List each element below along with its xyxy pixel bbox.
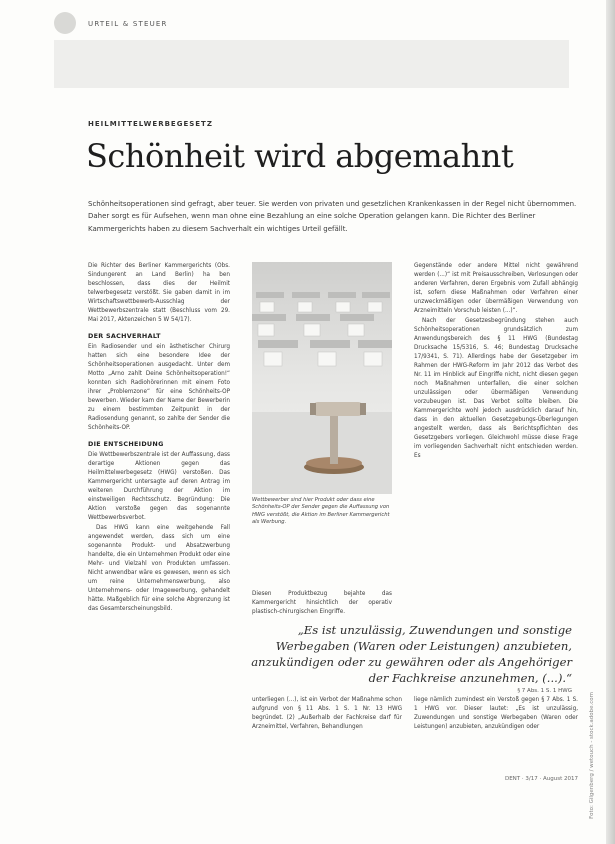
pull-quote: „Es ist unzulässig, Zuwendungen und sonstige Werbegaben (Waren oder Leistungen) anzubieten, anzukündigen oder zu gewähren oder als Angehöriger der Fachkreise anzunehmen, (...).“ — [251, 623, 572, 685]
column-4 — [252, 696, 402, 760]
page-footer: DENT · 3/17 · August 2017 — [504, 776, 578, 782]
gavel-image — [252, 262, 392, 494]
lead-paragraph: Schönheitsoperationen sind gefragt, aber teuer. Sie werden von privaten und gesetzlichen Krankenkassen in der Regel nicht übernommen. Daher sorgt es für Aufsehen, wenn man ohne eine Bezahlung an eine solche Operation gelangen kann. Die Richter des Berliner Kammergerichts haben zu diesem Sachverhalt ein wichtiges Urteil gefällt. — [88, 200, 577, 233]
article-title: Schönheit wird abgemahnt — [86, 137, 514, 175]
courtroom-photo — [252, 262, 392, 494]
col1-paragraph-1: Die Richter des Berliner Kammergerichts (Obs. Sindungerent an Land Berlin) ha ben beschlossen, dass dies der Heilmit telwerbegesetz verstößt. Sie gaben damit in im Wirtschaftswettbewerb-Ausschlag der Wettbewerbszentrale statt (Beschluss vom 29. Mai 2017, Aktenzeichen 5 W 54/17). — [88, 263, 230, 323]
article-kicker: HEILMITTELWERBEGESETZ — [88, 120, 213, 128]
col3-paragraph-1: Gegenstände oder andere Mittel nicht gewährend werden (...)“ ist mit Preisausschreiben, Verlosungen oder anderen Verfahren, deren Ergebnis vom Zufall abhängig ist, sofern diese Maßnahmen oder Verfahren einer unzweckmäßigen oder übermäßigen Verwendung von Arzneimitteln Vorschub leisten (...)“. — [414, 263, 578, 314]
pull-quote-source: § 7 Abs. 1 S. 1 HWG — [517, 688, 572, 694]
col1-paragraph-3: Die Wettbewerbszentrale ist der Auffassung, dass derartige Aktionen gegen das Heilmittelwerbegesetz (HWG) verstoßen. Das Kammergericht untersagte auf deren Antrag im weiteren Durchführung der Aktion im einstweiligen Rechtsschutz. Begründung: Die Aktion verstoße gegen das sogenannte Wettbewerbsverbot. — [88, 452, 230, 521]
heading-sachverhalt: DER SACHVERHALT — [88, 332, 161, 340]
col1-paragraph-2: Ein Radiosender und ein ästhetischer Chirurg hatten sich eine besondere Idee der Schönheitsoperationen ausgedacht. Unter dem Motto „Arno zahlt Deine Schönheitsoperation!“ konnten sich Radiohörerinnen mit einem Foto ihrer „Problemzone“ für eine Schönheits-OP bewerben. Wieder kam der Name der Bewerberin zu einem bestimmten Zeitpunkt in der Radiosendung genannt, so zahlte der Sender die Schönheits-OP. — [88, 344, 230, 431]
col3-paragraph-2: Nach der Gesetzesbegründung stehen auch Schönheitsoperationen grundsätzlich zum Anwendungsbereich des § 11 HWG (Bundestag Drucksache 15/5316, S. 46; Bundestag Drucksache 17/9341, S. 71). Allerdings habe der Gesetzgeber im Rahmen der HWG-Reform im Jahr 2012 das Verbot des Nr. 11 im Hinblick auf Eingriffe nicht, nicht diesen gegen noch Maßnahmen unterfallen, die einer solchen unzulässigen oder übermäßigen Verwendung vorzubeugen ist. Das Verbot sollte bleiben. Die Kammergerichte wohl jedoch ausdrücklich darauf hin, dass in den aktuellen Gesetzgebungs-Überlegungen angestellt werden, dass als Berichtspflichten des Gesetzgebers vorliegen. Gleichwohl müsse diese Frage im vorliegenden Sachverhalt nicht entschieden werden. Es — [414, 318, 578, 459]
column-5 — [414, 696, 578, 760]
col5-paragraph-1: liege nämlich zumindest ein Verstoß gegen § 7 Abs. 1 S. 1 HWG vor. Dieser lautet: „Es ist unzulässig, Zuwendungen und sonstige Werbegaben (Waren oder Leistungen) anzubieten, anzukündigen oder — [414, 697, 578, 730]
article-lead — [88, 198, 580, 235]
col1-paragraph-4: Das HWG kann eine weitgehende Fall angewendet werden, dass sich um eine sogenannte Produkt- und Absatzwerbung handelte, die ein Unternehmen Produkt oder eine Mehr- und Vielzahl von Produkten umfassen. Nicht anwendbar wäre es gewesen, wenn es sich um reine Unternehmenswerbung, also Unternehmens- oder Imagewerbung, gehandelt hätte. Maßgeblich für eine solche Abgrenzung ist das Gesamterscheinungsbild. — [88, 525, 230, 612]
column-3 — [414, 262, 578, 594]
column-1 — [88, 262, 230, 696]
header-band — [54, 40, 569, 88]
photo-credit: Foto: Gilgenberg / wetouch - stock.adobe.com — [589, 692, 595, 819]
heading-entscheidung: DIE ENTSCHEIDUNG — [88, 440, 164, 448]
photo-caption: Wettbewerber sind hier Produkt oder dass eine Schönheits-OP der Sender gegen die Auffassung von HWG verstößt, die Aktion im Berliner Kammergericht als Werbung. — [252, 497, 390, 526]
col2-paragraph-1: Diesen Produktbezug bejahte das Kammergericht hinsichtlich der operativ plastisch-chirurgischen Eingriffe. — [252, 591, 392, 615]
page-edge-shadow — [606, 0, 615, 844]
col4-paragraph-1: unterliegen (...), ist ein Verbot der Maßnahme schon aufgrund von § 11 Abs. 1 S. 1 Nr. 13 HWG begründet. (2) „Außerhalb der Fachkreise darf für Arzneimittel, Verfahren, Behandlungen — [252, 697, 402, 730]
page-tab-marker — [54, 12, 76, 34]
section-label: URTEIL & STEUER — [88, 20, 168, 28]
